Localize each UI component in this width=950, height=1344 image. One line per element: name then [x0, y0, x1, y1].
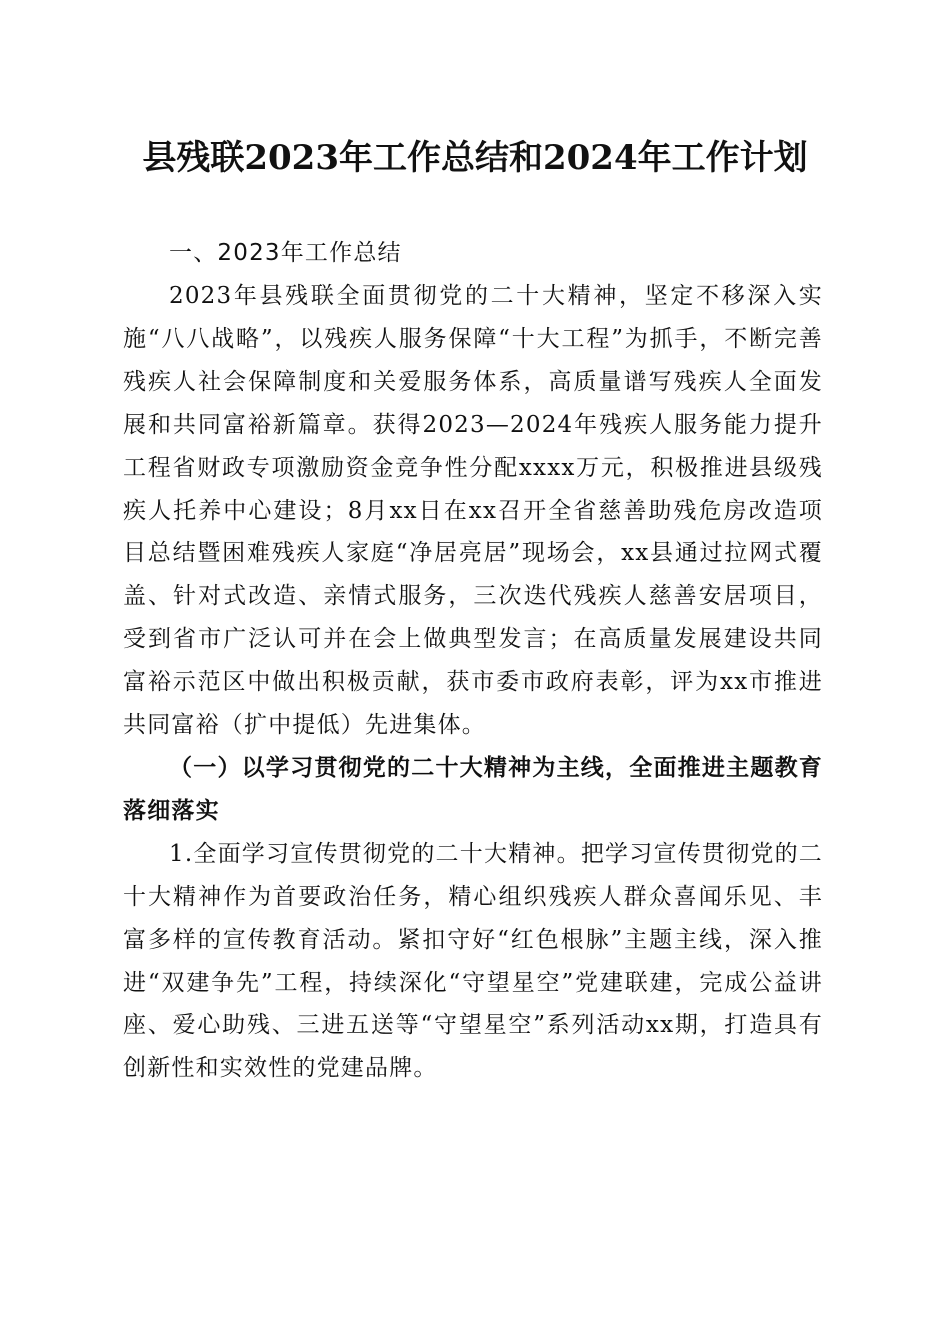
- section-heading: 一、2023年工作总结: [169, 240, 402, 266]
- document-body: [123, 232, 823, 1090]
- item-paragraph: 1.全面学习宣传贯彻党的二十大精神。把学习宣传贯彻党的二十大精神作为首要政治任务，精心组织残疾人群众喜闻乐见、丰富多样的宣传教育活动。紧扣守好“红色根脉”主题主线，深入推进“双建争先”工程，持续深化“守望星空”党建联建，完成公益讲座、爱心助残、三进五送等“守望星空”系列活动xx期，打造具有创新性和实效性的党建品牌。: [123, 840, 823, 1082]
- intro-paragraph: 2023年县残联全面贯彻党的二十大精神，坚定不移深入实施“八八战略”，以残疾人服务保障“十大工程”为抓手，不断完善残疾人社会保障制度和关爱服务体系，高质量谱写残疾人全面发展和共同富裕新篇章。获得2023—2024年残疾人服务能力提升工程省财政专项激励资金竞争性分配xxxx万元，积极推进县级残疾人托养中心建设；8月xx日在xx召开全省慈善助残危房改造项目总结暨困难残疾人家庭“净居亮居”现场会，xx县通过拉网式覆盖、针对式改造、亲情式服务，三次迭代残疾人慈善安居项目，受到省市广泛认可并在会上做典型发言；在高质量发展建设共同富裕示范区中做出积极贡献，获市委市政府表彰，评为xx市推进共同富裕（扩中提低）先进集体。: [123, 283, 823, 739]
- subsection-heading: （一）以学习贯彻党的二十大精神为主线，全面推进主题教育落细落实: [123, 753, 823, 824]
- document-title: 县残联2023年工作总结和2024年工作计划: [142, 138, 808, 178]
